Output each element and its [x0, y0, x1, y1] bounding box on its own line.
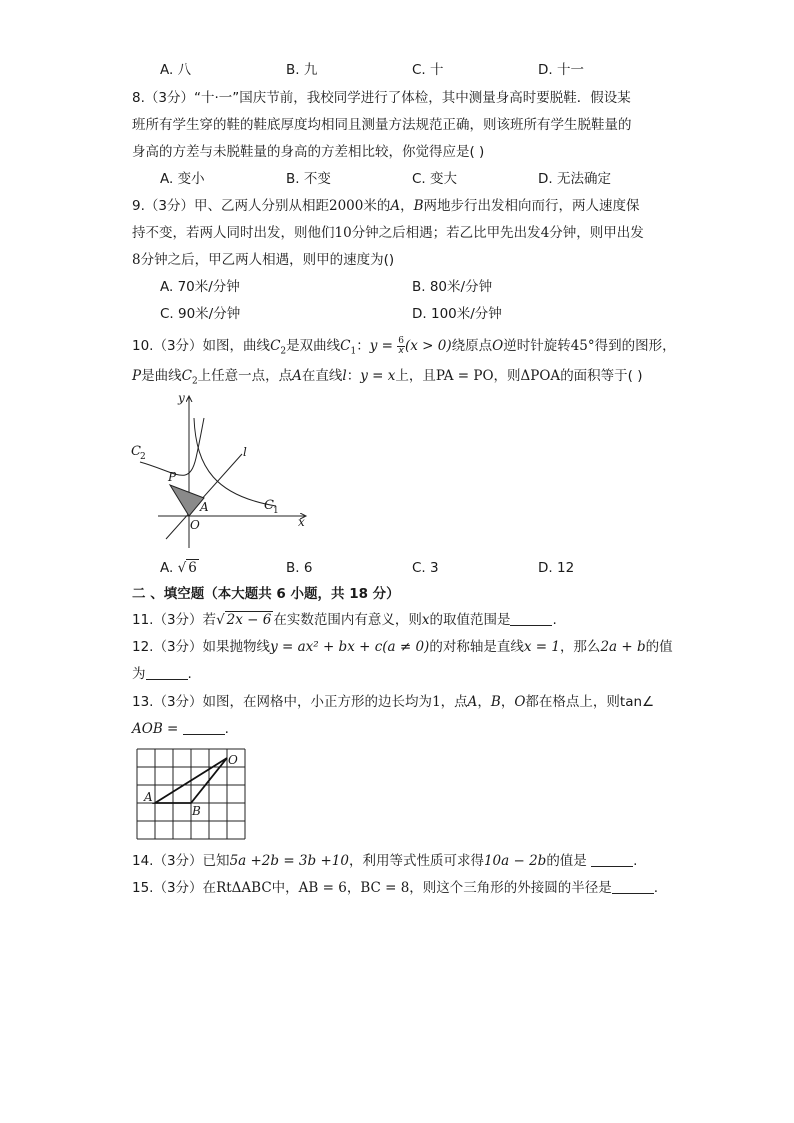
q10-label-p: P: [168, 470, 177, 484]
q14-line: 14.（3分）已知5a +2b = 3b +10，利用等式性质可求得10a − 2b的值是 .: [132, 853, 638, 869]
q9-option-d: D. 100米/分钟: [412, 306, 502, 322]
q7-option-a: A. 八: [160, 62, 192, 78]
q10-label-y: y: [178, 391, 185, 405]
q10-figure: [126, 388, 316, 550]
q7-option-b: B. 九: [286, 62, 318, 78]
q9-option-b: B. 80米/分钟: [412, 279, 493, 295]
q10-option-a: A. √ 6: [160, 560, 197, 576]
q10-label-o: O: [190, 518, 200, 532]
q10-option-d: D. 12: [538, 560, 575, 576]
q10-fraction: $\frac{6}{x}$: [398, 335, 404, 356]
q8-line-2: 班所有学生穿的鞋的鞋底厚度均相同且测量方法规范正确，则该班所有学生脱鞋量的: [132, 117, 632, 133]
q13-label-a: A: [144, 790, 153, 804]
q13-grid-figure: [132, 746, 252, 842]
q12-line-2: 为 .: [132, 666, 192, 682]
q8-option-c: C. 变大: [412, 171, 458, 187]
q12-line-1: 12.（3分）如果抛物线y = ax² + bx + c(a ≠ 0)的对称轴是直线x = 1，那么2a + b的值: [132, 639, 673, 655]
q8-line-3: 身高的方差与未脱鞋量的身高的方差相比较，你觉得应是( ): [132, 144, 485, 160]
q9-option-c: C. 90米/分钟: [160, 306, 241, 322]
q9-line-2: 持不变，若两人同时出发，则他们10分钟之后相遇；若乙比甲先出发4分钟，则甲出发: [132, 225, 644, 241]
q7-option-d: D. 十一: [538, 62, 584, 78]
q8-line-1: 8.（3分）“十·一”国庆节前，我校同学进行了体检，其中测量身高时要脱鞋．假设某: [132, 90, 631, 106]
q10-label-c1-sub: 1: [273, 506, 279, 516]
q8-option-a: A. 变小: [160, 171, 205, 187]
q10-label-c2: C: [131, 444, 141, 459]
q15-line: 15.（3分）在RtΔABC中，AB = 6，BC = 8，则这个三角形的外接圆的半径是 .: [132, 880, 659, 896]
section-fill-in-heading: 二 、填空题（本大题共 6 小题，共 18 分）: [132, 586, 400, 602]
q13-label-o: O: [228, 753, 238, 767]
q13-line-2: AOB = .: [132, 721, 229, 737]
q9-line-3: 8分钟之后，甲乙两人相遇，则甲的速度为(): [132, 252, 395, 268]
q10-line-1: 10.（3分）如图，曲线$C_2$是双曲线$C_1$：y = $\frac{6}{x}$ (x > 0)绕原点O逆时针旋转45°得到的图形，: [132, 335, 676, 357]
q10-label-c2-sub: 2: [140, 452, 146, 462]
q10-label-c1: C: [264, 498, 274, 513]
q10-line-2: P是曲线$C_2$上任意一点，点A在直线l：y = x上，且PA = PO，则ΔPOA的面积等于( ): [132, 368, 643, 387]
q9-line-1: 9.（3分）甲、乙两人分别从相距2000米的A，B两地步行出发相向而行，两人速度保: [132, 198, 640, 214]
q7-option-c: C. 十: [412, 62, 444, 78]
q15-answer-blank[interactable]: [612, 879, 654, 894]
q10-triangle-poa: [170, 485, 204, 516]
q13-line-1: 13.（3分）如图，在网格中，小正方形的边长均为1，点A，B，O都在格点上，则tan∠: [132, 694, 655, 710]
q10-label-l: l: [243, 445, 247, 459]
q10-label-a: A: [200, 500, 209, 514]
q14-answer-blank[interactable]: [591, 852, 633, 867]
q11-line: 11.（3分）若√ 2x − 6 在实数范围内有意义，则x的取值范围是 .: [132, 612, 557, 628]
q13-label-b: B: [192, 804, 201, 818]
q10-label-x: x: [298, 515, 305, 529]
q8-option-b: B. 不变: [286, 171, 331, 187]
q9-option-a: A. 70米/分钟: [160, 279, 240, 295]
q12-answer-blank[interactable]: [146, 665, 188, 680]
q8-option-d: D. 无法确定: [538, 171, 611, 187]
q10-option-c: C. 3: [412, 560, 439, 576]
q13-answer-blank[interactable]: [183, 720, 225, 735]
q10-option-b: B. 6: [286, 560, 313, 576]
q11-answer-blank[interactable]: [510, 611, 552, 626]
